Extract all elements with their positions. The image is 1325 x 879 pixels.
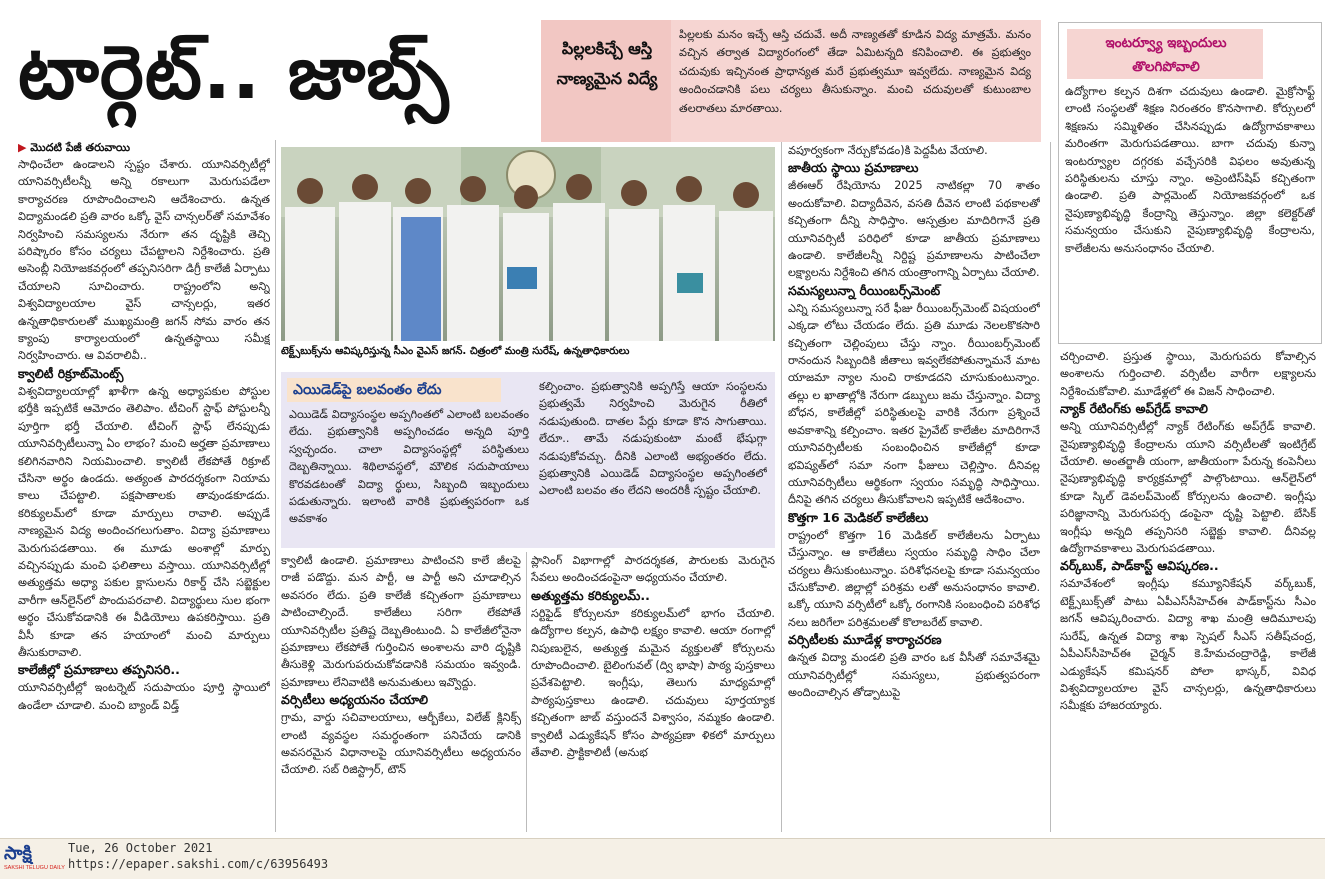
col5-subheading-1: న్యాక్ రేటింగ్‌కు అప్‌గ్రేడ్ కావాలి: [1060, 401, 1208, 417]
col1-paragraph-1: సాధించేలా ఉండాలని స్పష్టం చేశారు. యూనివర్సిటీల్లో యానివర్సిటీలన్నీ అన్ని రకాలుగా మెరుగుపడేలా కార్యాచరణ రూపొందించాలని ఆదేశించారు. ఉన్నత విద్యామండలి ప్రతి వారం ఒక్కో వైస్ చాన్సలర్‌తో సమావేశం నిర్వహించి సమస్యలను నేరుగా తన దృష్టికి తెచ్చి పరిష్కారం కోసం చర్యలు చేపట్టాలని నిర్దేశించారు. ప్రతి అసెంబ్లీ నియోజకవర్గంలో తప్పనిసరిగా డిగ్రీ కాలేజీ ఏర్పాటు చేయాలని సూచించారు. రాష్ట్రంలోని అన్ని విశ్వవిద్యాలయాల వైస్ చాన్సలర్లు, ఇతర ఉన్నతాధికారులతో ముఖ్యమంత్రి జగన్ సోమ వారం తన క్యాంపు కార్యాలయంలో ఉన్నతస్థాయి సమీక్ష నిర్వహించారు. ఆ వివరాలివీ..: [18, 158, 270, 363]
column-divider-4: [1050, 142, 1051, 832]
logo-subtitle: SAKSHI TELUGU DAILY: [4, 865, 65, 871]
continued-arrow-icon: ▶: [18, 141, 31, 154]
column-5: [1060, 348, 1316, 832]
col3-subheading-1: అత్యుత్తమ కరిక్యులమ్..: [531, 587, 650, 603]
column-3: [531, 552, 775, 832]
col5-paragraph-1: చర్చించాలి. ప్రస్తుత స్థాయి, మెరుగుపరు కోవాల్సిన అంశాలను గుర్తించాలి. వర్సిటీల వారీగా లక్ష్యాలను నిర్దేశించుకోవాలి. మూడేళ్లలో ఈ విజన్ సాధించాలి.: [1060, 350, 1316, 398]
col5-paragraph-3: సమావేశంలో ఇంగ్లీషు కమ్యూనికేషన్ వర్క్‌బుక్, టెక్ట్స్‌బుక్స్‌తో పాటు ఏపీఎస్‌సీహెచ్‌ఈ పాడ్‌కాస్ట్‌ను సీఎం జగన్ ఆవిష్కరించారు. విద్యా శాఖ మంత్రి ఆదిమూలపు సురేష్, ఉన్నత విద్యా శాఖ స్పెషల్ సీఎస్ సతీష్‌చంద్ర, ఏపీఎస్‌సీహెచ్‌ఈ చైర్మన్ కె.హేమచంద్రారెడ్డి, కాలేజీ ఎడ్యుకేషన్ కమిషనర్ పోలా భాస్కర్, వివిధ విశ్వవిద్యాలయాల వైస్ చాన్సలర్లు, ఉన్నతాధికారులు సమీక్షకు హాజరయ్యారు.: [1060, 577, 1316, 713]
column-4: [788, 142, 1040, 832]
col4-subheading-2: సమస్యలున్నా రీయింబర్స్‌మెంట్: [788, 282, 941, 298]
pullquote-box: [541, 20, 1041, 142]
column-divider-1: [275, 140, 276, 832]
pullquote-text: పిల్లలకు మనం ఇచ్చే ఆస్తి చదువే. అదీ నాణ్యతతో కూడిన విద్య మాత్రమే. మనం వచ్చిన తర్వాత విద్యారంగంలో తేడా ఏమిటన్నది కనిపించాలి. ఈ ప్రభుత్వం చదువుకు ఇచ్చినంత ప్రాధాన్యత మరే ప్రభుత్వమూ ఇవ్వలేదు. నాణ్యమైన విద్య అందించడానికి పలు చర్యలు తీసుకున్నాం. మంచి చదువులతో కుటుంబాల తలరాతలు మారతాయి.: [679, 28, 1031, 115]
col1-subheading-1: క్వాలిటీ రిక్రూట్‌మెంట్స్: [18, 365, 124, 381]
col4-subheading-4: వర్సిటీలకు మూడేళ్ల కార్యాచరణ: [788, 632, 942, 648]
photo-caption: టెక్ట్స్‌బుక్స్‌ను ఆవిష్కరిస్తున్న సీఎం వైఎస్ జగన్. చిత్రంలో మంత్రి సురేష్, ఉన్నతాధికారులు: [281, 346, 630, 357]
column-2: [281, 552, 521, 832]
col4-paragraph-4: ఉన్నత విద్యా మండలి ప్రతి వారం ఒక వీసీతో సమావేశమై యూనివర్సిటీల్లో సమస్యలు, ప్రభుత్వపరంగా అందించాల్సిన తోడ్పాటుపై: [788, 651, 1040, 699]
epaper-link[interactable]: https://epaper.sakshi.com/c/63956493: [68, 857, 329, 871]
logo-mark: సాక్షి: [4, 843, 32, 864]
col4-subheading-1: జాతీయ స్థాయి ప్రమాణాలు: [788, 160, 919, 176]
pullquote-title: పిల్లలకిచ్చే ఆస్తి నాణ్యమైన విద్యే: [556, 39, 658, 88]
column-divider-2: [526, 552, 527, 832]
col4-paragraph-2: ఎన్ని సమస్యలున్నా సరే ఫీజు రీయింబర్స్‌మెంట్ విషయంలో ఎక్కడా లోటు చేయడం లేదు. ప్రతి మూడు నెలలకొకసారి కచ్చితంగా చెల్లింపులు చేస్తు న్నాం. రీయింబర్స్‌మెంట్ రానందున సిబ్బందికి జీతాలు ఇవ్వలేకపోతున్నామనే మాట యాజమా న్యాల నుంచి రాకూడదని చూసుకుంటున్నాం. తల్లు ల ఖాతాల్లోకి నేరుగా డబ్బులు జమ చేస్తున్నాం. విద్యా బోధన, కాలేజీల్లో పరిస్థితులపై వారికి నేరుగా ప్రశ్నించే అవకాశాన్ని కల్పించాం. ఇతర ప్రైవేట్ కాలేజీల మాదిరిగానే యూనివర్సిటీలకు సంబంధించిన కాలేజీల్లో కూడా భవిష్యత్‌లో సమా నంగా ఫీజులు చెల్లిస్తాం. దీనివల్ల యూనివర్సిటీలు ఆర్థికంగా స్వయం సమృద్ధి సాధిస్తాయి. దీనిపై తగిన చర్యలు తీసుకోవాలని ఇప్పటికే ఆదేశించాం.: [788, 301, 1040, 507]
col2-subheading-1: వర్సిటీలు అధ్యయనం చేయాలి: [281, 692, 429, 708]
col1-paragraph-3: యూనివర్సిటీల్లో ఇంటర్నెట్ సదుపాయం పూర్తి స్థాయిలో ఉండేలా చూడాలి. మంచి బ్యాండ్ విడ్త్: [18, 681, 270, 712]
col4-paragraph-1: జీఈఆర్ రేషియోను 2025 నాటికల్లా 70 శాతం అందుకోవాలి. విద్యాదీవెన, వసతి దీవెన లాంటి పథకాలతో కచ్చితంగా దీన్ని సాధిస్తాం. ఆస్పత్రుల మాదిరిగానే ప్రతి యూనివర్సిటీ పరిధిలో కూడా జాతీయ ప్రమాణాలు ఉండాలి. కాలేజీలన్నీ నిర్దిష్ట ప్రమాణాలను పాటించేలా లక్ష్యాలను నిర్దేశించి తగిన యంత్రాంగాన్ని ఏర్పాటు చేయాలి.: [788, 179, 1040, 280]
aided-box: [281, 372, 775, 548]
textbook-launch-photo: [281, 147, 775, 341]
col1-paragraph-2: విశ్వవిద్యాలయాల్లో ఖాళీగా ఉన్న అధ్యాపకుల పోస్టుల భర్తీకి ఇప్పటికే ఆమోదం తెలిపాం. టీచింగ్ స్టాఫ్ పోస్టులన్నీ పూర్తిగా భర్తీ చేయాలి. టీచింగ్ స్టాఫ్ లేనప్పుడు యూనివర్సిటీలున్నా ఏం లాభం? మంచి అర్హతా ప్రమాణాలు కలిగినవారిని నియమించాలి. క్వాలిటీ లేకపోతే రిక్రూట్ చేసినా అర్థం ఉండదు. అత్యంత పారదర్శకంగా నియామ కాలు చేపట్టాలి. పక్షపాతాలకు తావుండకూడదు. కరిక్యులమ్‌లో కూడా మార్పులు రావాలి. అప్పుడే నాణ్యమైన విద్య అందించగలుగుతాం. విద్యా ప్రమాణాలు మెరుగుపడతాయి. ఈ మూడు అంశాల్లో మార్పు వచ్చినప్పుడు మంచి ఫలితాలు వస్తాయి. యూనివర్సిటీల్లో అత్యుత్తమ అధ్యా పకుల క్లాసులను రికార్డ్ చేసి సబ్జెక్టుల వారీగా ఆన్‌లైన్‌లో పొందుపరచాలి. విద్యార్థులు సుల భంగా అర్థం చేసుకోవడానికి ఈ వీడియోలు ఉపకరిస్తాయి. ప్రతి వీసీ కూడా తన హయాంలో మంచి మార్పులు తీసుకురావాలి.: [18, 384, 270, 659]
col2-paragraph-2: గ్రామ, వార్డు సచివాలయాలు, ఆర్బీకేలు, విలేజ్ క్లినిక్స్ లాంటి వ్యవస్థల సమర్థంతంగా పనిచేయ డానికి అవసరమైన విధానాలపై యూనివర్సిటీలు అధ్యయనం చేయాలి. సబ్ రిజిస్ట్రార్, టౌన్: [281, 711, 521, 777]
headline: టార్గెట్.. జాబ్స్: [18, 30, 450, 116]
col3-paragraph-1: ప్లానింగ్ విభాగాల్లో పారదర్శకత, పౌరులకు మెరుగైన సేవలు అందించడంపైనా అధ్యయనం చేయాలి.: [531, 554, 775, 585]
col2-paragraph-1: క్వాలిటీ ఉండాలి. ప్రమాణాలు పాటించని కాలే జీలపై రాజీ పడొద్దు. మన పార్టీ, ఆ పార్టీ అని చూడాల్సిన అవసరం లేదు. ప్రతి కాలేజీ కచ్చితంగా ప్రమాణాలు పాటించాల్సిందే. కాలేజీలు సరిగా లేకపోతే యూనివర్సిటీల ప్రతిష్ట దెబ్బతింటుంది. ఏ కాలేజీలోనైనా ప్రమాణాలు లేకపోతే గుర్తించిన అంశాలను వారి దృష్టికి తీసుకెళ్లి మెరుగుపరుచుకోవడానికి సమయం ఇవ్వండి. ప్రమాణాలు లేనివాటికి అనుమతులు ఇవ్వొద్దు.: [281, 554, 521, 689]
aided-title: ఎయిడెడ్‌పై బలవంతం లేదు: [293, 382, 442, 398]
interview-title: ఇంటర్వ్యూ ఇబ్బందులు తొలగిపోవాలి: [1105, 35, 1227, 75]
col3-paragraph-2: సర్టిఫైడ్ కోర్సులనూ కరిక్యులమ్‌లో భాగం చేయాలి. ఉద్యోగాల కల్పన, ఉపాధి లక్ష్యం కావాలి. ఆయా రంగాల్లో నిపుణులైన, అత్యుత్త మమైన వ్యక్తులతో కోర్సులను రూపొందించాలి. బైలింగువల్ (ద్వి భాషా) పాఠ్య పుస్తకాలు ప్రవేశపెట్టాలి. ఇంగ్లీషు, తెలుగు మాధ్యమాల్లో పాఠ్యపుస్తకాలు ఉండాలి. చదువులు పూర్తయ్యాక కచ్చితంగా జాబ్ వస్తుందనే విశ్వాసం, నమ్మకం ఉండాలి. క్వాలిటీ ఎడ్యుకేషన్ కోసం పాఠ్యప్రణా ళికలో మార్పులు తేవాలి. ప్రాక్టికాలిటీ (అనుభ: [531, 606, 775, 760]
col4-paragraph-3: రాష్ట్రంలో కొత్తగా 16 మెడికల్ కాలేజీలను ఏర్పాటు చేస్తున్నాం. ఆ కాలేజీలు స్వయం సమృద్ధి సాధిం చేలా చర్యలు తీసుకుంటున్నాం. పరిశోధనలపై కూడా సమన్వయం చేసుకోవాలి. జిల్లాల్లో పరిశ్రమ లతో అనుసంధానం కావాలి. ఒక్కో యూని వర్సిటీలో ఒక్కో రంగానికి సంబంధించి పరిశోధ నలు జరిగేలా పరిశ్రమలతో కొలాబరేట్ కావాలి.: [788, 528, 1040, 629]
col5-subheading-2: వర్క్‌బుక్, పాడ్‌కాస్ట్ ఆవిష్కరణ..: [1060, 558, 1219, 574]
col4-subheading-3: కొత్తగా 16 మెడికల్ కాలేజీలు: [788, 509, 929, 525]
aided-text-right: కల్పించాం. ప్రభుత్వానికి అప్పగిస్తే ఆయా సంస్థలను ప్రభుత్వమే నిర్వహించి మెరుగైన రీతిలో నడుపుతుంది. దాతల పేర్లు కూడా కొన సాగుతాయి. లేదూ.. తామే నడుపుకుంటా మంటే భేషుగ్గా నడుపుకోవచ్చు. దీనికి ఎలాంటి అభ్యంతరం లేదు. ప్రభుత్వానికి ఎయిడెడ్ విద్యాసంస్థల అప్పగింతలో ఎలాంటి బలవం తం లేదని అందరికీ స్పష్టం చేయాలి.: [539, 380, 767, 498]
interview-box: [1058, 22, 1322, 344]
col1-subheading-2: కాలేజీల్లో ప్రమాణాలు తప్పనిసరి..: [18, 662, 180, 678]
sakshi-logo: [4, 843, 65, 873]
continued-text: మొదటి పేజీ తరువాయి: [30, 141, 131, 154]
photo-illustration: [281, 147, 775, 341]
interview-text: ఉద్యోగాల కల్పన దిశగా చదువులు ఉండాలి. మైక్రోసాఫ్ట్ లాంటి సంస్థలతో శిక్షణ నిరంతరం కొనసాగాలి. కోర్సులలో శిక్షణను సమ్మిళితం చేసినప్పుడు ఉద్యోగావకాశాలు మరింతగా మెరుగుపడతాయి. బాగా చదువు కున్నా ఇంటర్వ్యూల దగ్గరకు వచ్చేసరికి విఫలం అవుతున్న పరిస్థితులను చూస్తు న్నాం. అప్రెంటిస్‌షిప్ కచ్చితంగా ఉండాలి. ప్రతి పార్లమెంట్ నియోజకవర్గంలో ఒక నైపుణ్యాభివృద్ధి కేంద్రాన్ని తెస్తున్నాం. జిల్లా కలెక్టర్‌తో సమన్వయం చేసుకుని నైపుణ్యాభివృద్ధి కేంద్రాలను, కాలేజీలను అనుసంధానం చేయాలి.: [1065, 85, 1315, 255]
col4-paragraph-0: వపూర్వకంగా నేర్చుకోవడం)కి పెద్దపీట వేయాలి.: [788, 144, 988, 157]
column-divider-3: [781, 142, 782, 832]
edition-date: Tue, 26 October 2021: [68, 841, 213, 855]
aided-text-left: ఎయిడెడ్ విద్యాసంస్థల అప్పగింతలో ఎలాంటి బలవంతం లేదు. ప్రభుత్వానికి అప్పగించడం అన్నది పూర్తి స్వచ్ఛందం. చాలా విద్యాసంస్థల్లో పరిస్థితులు దెబ్బతిన్నాయి. శిథిలావస్థలో, మౌలిక సదుపాయాలు కొరవడటంతో విద్యా ర్థులు, సిబ్బంది ఇబ్బందులు పడుతున్నారు. ఇలాంటి వారికి ప్రభుత్వపరంగా ఒక అవకాశం: [289, 408, 529, 526]
col5-paragraph-2: అన్ని యూనివర్సిటీల్లో న్యాక్ రేటింగ్‌కు అప్‌గ్రేడ్ కావాలి. నైపుణ్యాభివృద్ధి కేంద్రాలను యూని వర్సిటీలతో ఇంటిగ్రేట్ చేయాలి. అంతర్జాతీ యంగా, జాతీయంగా పేరున్న కంపెనీలు నైపుణ్యాభివృద్ధి కార్యక్రమాల్లో పాల్గొంటాయి. ఆన్‌లైన్‌లో కూడా స్కిల్ డెవలప్‌మెంట్ కోర్సులను ఉంచాలి. ఇంగ్లీషు పరిజ్ఞానాన్ని మెరుగుపర్చ డంపైనా దృష్టి పెట్టాలి. బేసిక్ ఇంగ్లీషు అన్నది తప్పనిసరి సబ్జెక్టు కావాలి. దీనివల్ల ఉద్యోగావకాశాలు మెరుగుపడతాయి.: [1060, 420, 1316, 556]
column-1: [18, 140, 270, 832]
continued-marker: [18, 140, 270, 156]
